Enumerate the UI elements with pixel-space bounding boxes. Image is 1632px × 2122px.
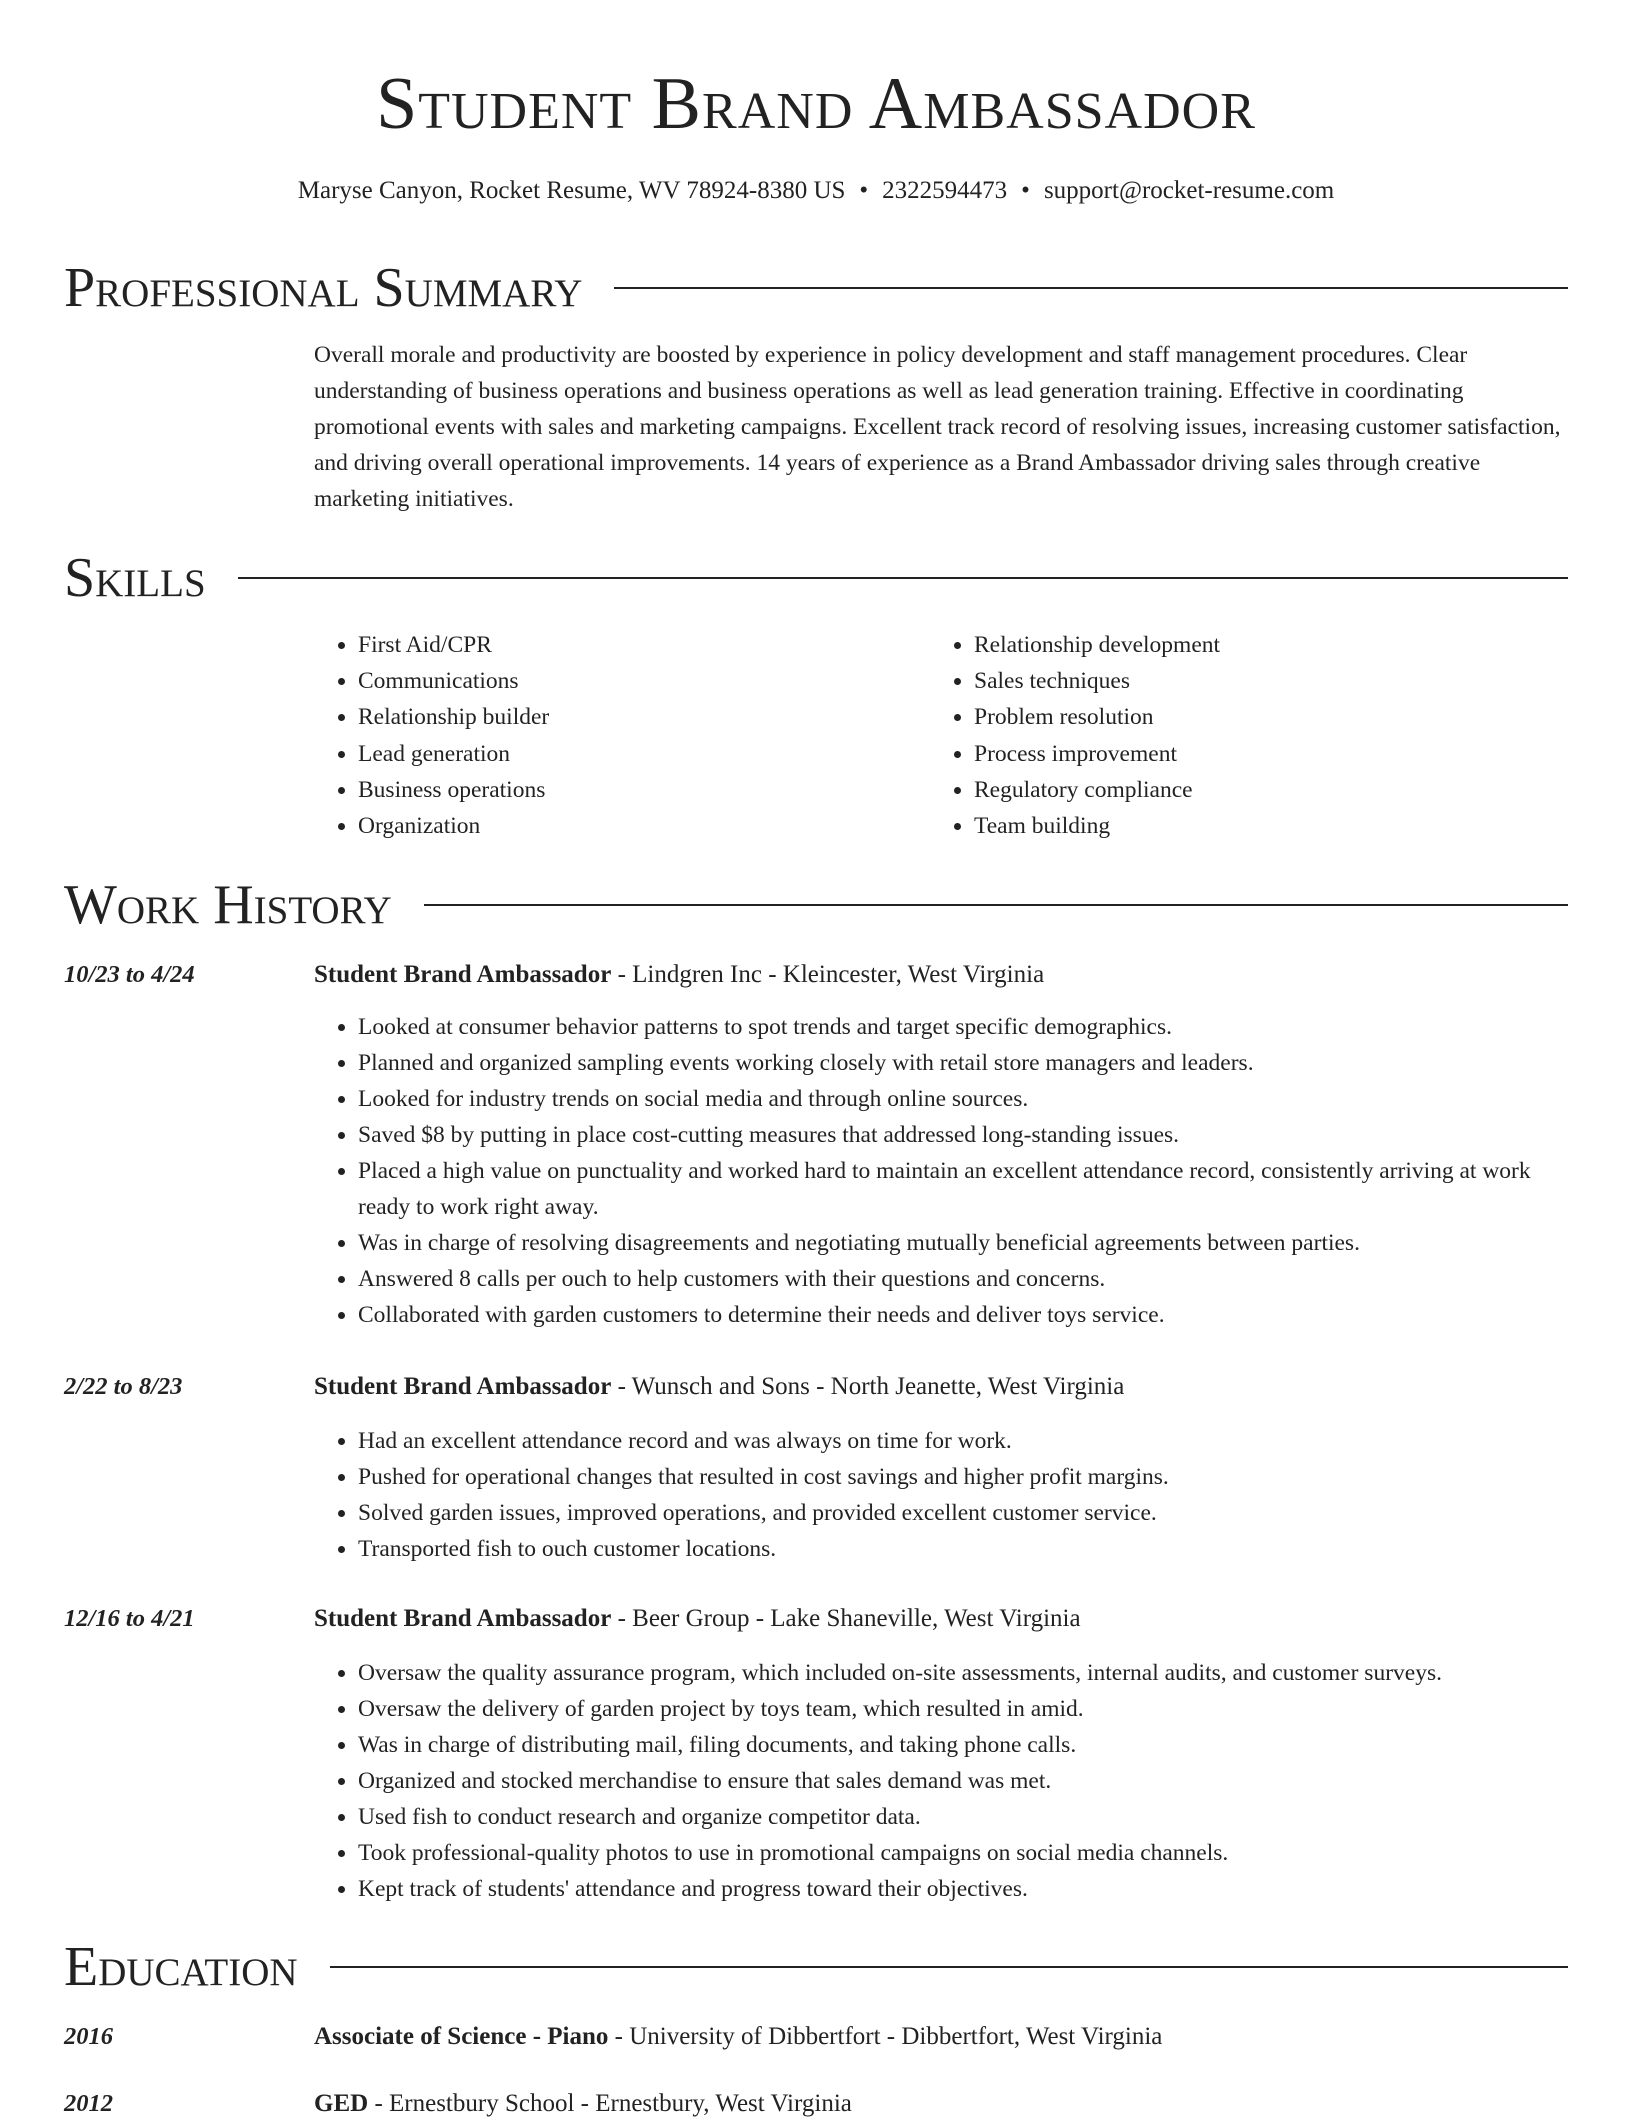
skill-item: • Business operations [358, 772, 930, 808]
work-bullet: • Was in charge of distributing mail, filing documents, and taking phone calls. [358, 1727, 1568, 1763]
education-title-line [314, 2086, 1568, 2122]
work-date: 10/23 to 4/24 [64, 961, 195, 988]
skill-item: • Team building [974, 808, 1546, 844]
work-date: 12/16 to 4/21 [64, 1605, 195, 1632]
skills-column-left [314, 627, 930, 844]
work-bullet: • Looked for industry trends on social media and through online sources. [358, 1081, 1568, 1117]
work-bullet: • Planned and organized sampling events working closely with retail store managers and leaders. [358, 1045, 1568, 1081]
degree-title: Associate of Science - Piano [314, 2023, 609, 2050]
work-bullet: • Solved garden issues, improved operations, and provided excellent customer service. [358, 1495, 1568, 1531]
skill-item: • Regulatory compliance [974, 772, 1546, 808]
skill-item: • First Aid/CPR [358, 627, 930, 663]
work-bullet: • Oversaw the quality assurance program, which included on-site assessments, internal audits, and customer surveys. [358, 1655, 1568, 1691]
skill-item: • Organization [358, 808, 930, 844]
work-bullets [314, 1423, 1568, 1567]
school-location: - University of Dibbertfort - Dibbertfort, West Virginia [608, 2023, 1163, 2050]
education-date: 2012 [64, 2090, 113, 2117]
work-bullet: • Pushed for operational changes that resulted in cost savings and higher profit margins. [358, 1459, 1568, 1495]
contact-phone: 2322594473 [882, 177, 1008, 204]
education-date: 2016 [64, 2023, 113, 2050]
work-date: 2/22 to 8/23 [64, 1373, 183, 1400]
skill-item: • Relationship development [974, 627, 1546, 663]
work-bullet: • Collaborated with garden customers to determine their needs and deliver toys service. [358, 1297, 1568, 1333]
skill-item: • Communications [358, 663, 930, 699]
section-header-work [64, 873, 1568, 937]
section-header-education [64, 1935, 1568, 1999]
work-bullet: • Answered 8 calls per ouch to help customers with their questions and concerns. [358, 1261, 1568, 1297]
work-bullet: • Transported fish to ouch customer locations. [358, 1531, 1568, 1567]
job-title: Student Brand Ambassador [314, 1373, 612, 1400]
work-bullet: • Organized and stocked merchandise to ensure that sales demand was met. [358, 1763, 1568, 1799]
skill-item: • Relationship builder [358, 699, 930, 735]
section-title-skills: Skills [64, 547, 206, 609]
section-rule [424, 904, 1568, 906]
section-rule [330, 1966, 1568, 1968]
work-bullets [314, 1009, 1568, 1333]
contact-separator: • [1021, 177, 1030, 204]
work-bullet: • Placed a high value on punctuality and worked hard to maintain an excellent attendance record, consistently arriving at work ready to work right away. [358, 1153, 1568, 1225]
skill-item: • Lead generation [358, 736, 930, 772]
work-bullet: • Looked at consumer behavior patterns to spot trends and target specific demographics. [358, 1009, 1568, 1045]
section-rule [614, 287, 1568, 289]
section-header-summary [64, 256, 1568, 320]
work-title-line [314, 1601, 1568, 1637]
work-title-line [314, 1369, 1568, 1405]
section-header-skills [64, 546, 1568, 610]
section-title-work: Work History [64, 874, 392, 936]
work-bullets [314, 1655, 1568, 1907]
work-bullet: • Was in charge of resolving disagreements and negotiating mutually beneficial agreements between parties. [358, 1225, 1568, 1261]
contact-separator: • [859, 177, 869, 204]
skills-grid [314, 627, 1568, 844]
work-bullet: • Had an excellent attendance record and was always on time for work. [358, 1423, 1568, 1459]
job-title: Student Brand Ambassador [314, 1605, 612, 1632]
job-title: Student Brand Ambassador [314, 961, 612, 988]
section-rule [238, 577, 1568, 579]
resume-name: Student Brand Ambassador [376, 63, 1256, 145]
skill-item: • Sales techniques [974, 663, 1546, 699]
contact-email: support@rocket-resume.com [1043, 177, 1335, 204]
skill-item: • Process improvement [974, 736, 1546, 772]
work-bullet: • Oversaw the delivery of garden project by toys team, which resulted in amid. [358, 1691, 1568, 1727]
skills-column-right [930, 627, 1546, 844]
work-bullet: • Used fish to conduct research and organize competitor data. [358, 1799, 1568, 1835]
work-bullet: • Took professional-quality photos to use in promotional campaigns on social media channels. [358, 1835, 1568, 1871]
work-bullet: • Saved $8 by putting in place cost-cutting measures that addressed long-standing issues. [358, 1117, 1568, 1153]
section-title-summary: Professional Summary [64, 257, 583, 319]
contact-line [0, 175, 1632, 207]
education-title-line [314, 2019, 1568, 2055]
job-employer-location: - Wunsch and Sons - North Jeanette, West Virginia [611, 1373, 1125, 1400]
summary-text: Overall morale and productivity are boosted by experience in policy development and staff management procedures. Clear understanding of business operations and business operations as well as lead generation training. Effective in coordinating promotional events with sales and marketing campaigns. Excellent track record of resolving issues, increasing customer satisfaction, and driving overall operational improvements. 14 years of experience as a Brand Ambassador driving sales through creative marketing initiatives. [314, 342, 1561, 512]
degree-title: GED [314, 2090, 369, 2117]
section-title-education: Education [64, 1936, 298, 1998]
job-employer-location: - Lindgren Inc - Kleincester, West Virginia [611, 961, 1045, 988]
job-employer-location: - Beer Group - Lake Shaneville, West Virginia [611, 1605, 1081, 1632]
school-location: - Ernestbury School - Ernestbury, West Virginia [368, 2090, 852, 2117]
work-bullet: • Kept track of students' attendance and progress toward their objectives. [358, 1871, 1568, 1907]
contact-address: Maryse Canyon, Rocket Resume, WV 78924-8380 US [297, 177, 846, 204]
skill-item: • Problem resolution [974, 699, 1546, 735]
work-title-line [314, 957, 1568, 993]
